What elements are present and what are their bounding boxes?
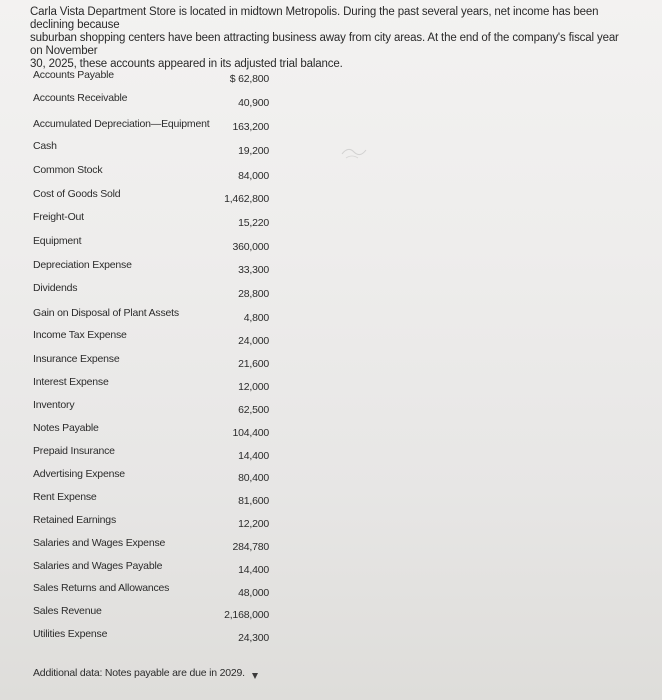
- account-value: 48,000: [238, 587, 269, 599]
- account-name: Freight-Out: [33, 211, 84, 223]
- account-name: Utilities Expense: [33, 628, 108, 640]
- account-value: 24,000: [238, 335, 269, 347]
- account-name: Accounts Payable: [33, 69, 114, 81]
- account-name: Interest Expense: [33, 376, 109, 388]
- intro-line-3: 30, 2025, these accounts appeared in its adjusted trial balance.: [30, 58, 343, 70]
- account-value: $ 62,800: [229, 73, 269, 85]
- account-value: 284,780: [232, 541, 269, 553]
- cursor-mark-icon: [252, 673, 258, 679]
- account-value: 21,600: [238, 358, 269, 370]
- intro-paragraph: [30, 6, 630, 71]
- account-value: 28,800: [238, 288, 269, 300]
- account-value: 104,400: [232, 427, 269, 439]
- account-name: Prepaid Insurance: [33, 445, 115, 457]
- account-value: 80,400: [238, 472, 269, 484]
- account-name: Equipment: [33, 235, 82, 247]
- account-value: 12,000: [238, 381, 269, 393]
- account-value: 360,000: [232, 241, 269, 253]
- account-name: Inventory: [33, 399, 75, 411]
- account-name: Depreciation Expense: [33, 259, 132, 271]
- smudge-mark-icon: [338, 142, 372, 166]
- account-value: 62,500: [238, 404, 269, 416]
- account-name: Salaries and Wages Expense: [33, 537, 166, 549]
- account-value: 24,300: [238, 632, 269, 644]
- account-value: 19,200: [238, 145, 269, 157]
- additional-data-note: Additional data: Notes payable are due in 2029.: [33, 667, 245, 679]
- account-value: 4,800: [243, 312, 269, 324]
- account-value: 163,200: [232, 121, 269, 133]
- account-name: Accounts Receivable: [33, 92, 128, 104]
- account-name: Insurance Expense: [33, 353, 120, 365]
- account-name: Cost of Goods Sold: [33, 188, 121, 200]
- account-name: Common Stock: [33, 164, 103, 176]
- account-value: 84,000: [238, 170, 269, 182]
- account-name: Retained Earnings: [33, 514, 116, 526]
- account-value: 15,220: [238, 217, 269, 229]
- account-name: Salaries and Wages Payable: [33, 560, 163, 572]
- account-name: Advertising Expense: [33, 468, 125, 480]
- account-name: Income Tax Expense: [33, 329, 127, 341]
- intro-line-1: Carla Vista Department Store is located in midtown Metropolis. During the past several years, net income has been declining because: [30, 6, 599, 31]
- account-value: 33,300: [238, 264, 269, 276]
- account-name: Dividends: [33, 282, 78, 294]
- account-name: Sales Revenue: [33, 605, 102, 617]
- intro-line-2: suburban shopping centers have been attracting business away from city areas. At the end of the company's fiscal year on November: [30, 32, 619, 57]
- account-name: Notes Payable: [33, 422, 99, 434]
- account-name: Gain on Disposal of Plant Assets: [33, 307, 179, 319]
- account-value: 14,400: [238, 564, 269, 576]
- account-value: 1,462,800: [224, 193, 269, 205]
- account-value: 14,400: [238, 450, 269, 462]
- account-name: Accumulated Depreciation—Equipment: [33, 118, 210, 130]
- account-value: 12,200: [238, 518, 269, 530]
- account-name: Cash: [33, 140, 57, 152]
- account-value: 2,168,000: [224, 609, 269, 621]
- account-name: Rent Expense: [33, 491, 97, 503]
- account-value: 40,900: [238, 97, 269, 109]
- account-name: Sales Returns and Allowances: [33, 582, 170, 594]
- account-value: 81,600: [238, 495, 269, 507]
